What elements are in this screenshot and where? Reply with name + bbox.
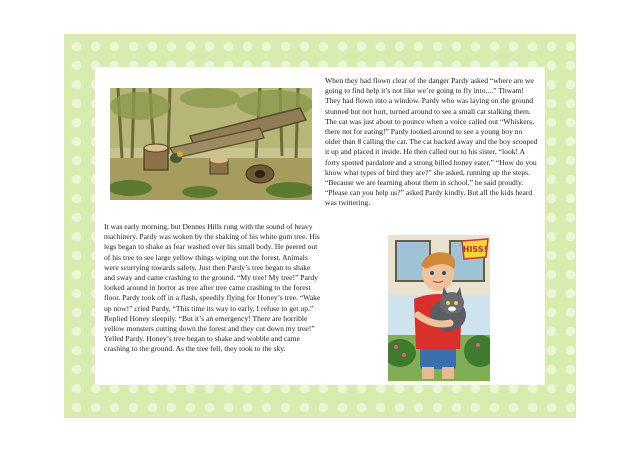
story-left-paragraph: It was early morning, but Dennes Hills rung with the sound of heavy machinery. Pardy was woken by the shaking of his white gum tree. His legs began to shake as fear washed over his small body. He peered out of his tree to see large yellow things wiping out the forest. Animals were scurrying towards safety. Just then Pardy’s tree began to shake and sway and came crashing to the ground. “My tree! My tree!” Pardy looked around in horror as tree after tree came crashing to the forest floor. Pardy took off in a flash, speedily flying for Honey’s tree. “Wake up now!” cried Pardy. “This time its way to early, I refuse to get up.” Replied Honey sleepily. “But it’s an emergency! There are horrible yellow monsters cutting down the forest and they cut down my tree!” Yelled Pardy. Honey’s tree began to shake and wobble and came crashing to the ground. As the tree fell, they took to the sky. — [104, 222, 321, 354]
cat-hiss-sign: HISS! — [462, 245, 488, 254]
forest-clearing-illustration — [110, 88, 312, 200]
boy-holding-cat-illustration — [388, 235, 490, 381]
story-right-paragraph: When they had flown clear of the danger Pardy asked “where are we going to find help it’s not like we’re going to fly into....” Thwam! They had flown into a window. Pardy who was laying on the ground stunned but not hurt, turned around to see a small cat stalking them. The cat was just about to pounce when a voice called out “Whiskers, there not for eating!” Pardy looked around to see a young boy no older than 8 calling the cat. The cat backed away and the boy scooped it up and placed it inside. He then called out to his sister, “look! A forty spotted pardalote and a strong billed honey eater.” “How do you know what types of bird they are?” she asked, running up the steps. “Because we are learning about them in school,” he said proudly. “Please can you help us?” asked Pardy kindly. But all the kids heard was twittering. — [325, 76, 538, 208]
